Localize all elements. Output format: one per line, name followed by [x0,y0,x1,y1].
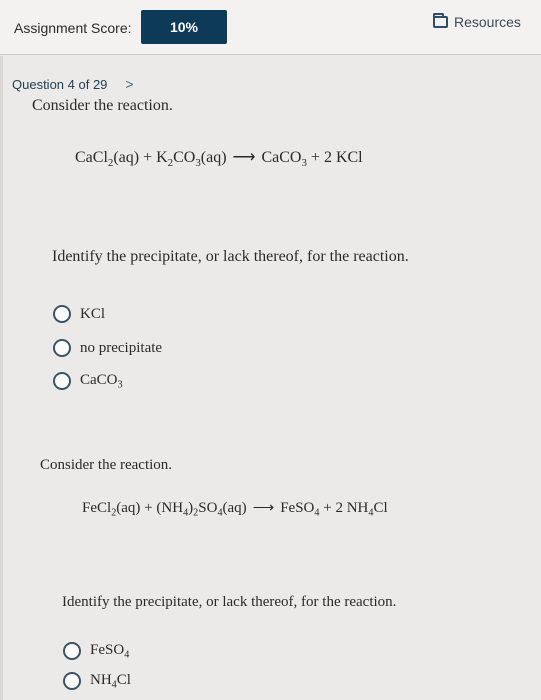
eq1-sub: 2 [167,156,174,169]
radio-unselected-icon[interactable] [63,672,81,690]
reaction-2-equation [82,498,388,519]
option-label-main: NH [90,672,112,688]
top-bar [0,0,541,55]
assignment-score-badge: 10% [141,10,227,44]
eq1-text: CO [173,149,196,166]
reaction-2-question: Identify the precipitate, or lack thereof, for the reaction. [62,594,397,610]
eq2-text: (aq) + (NH [116,500,184,516]
left-edge-divider [0,56,3,700]
option-label: no precipitate [80,339,163,356]
eq2-sub: 2 [111,507,117,519]
eq1-cacl: CaCl [75,149,108,166]
eq2-sub: 4 [217,507,223,519]
reaction-2-prompt: Consider the reaction. [40,457,173,473]
option-label-main: FeSO [90,642,125,658]
radio-unselected-icon[interactable] [53,305,71,323]
eq2-text: (aq) [222,500,247,516]
answer-option-caco3[interactable] [53,372,123,391]
reaction-1-prompt: Consider the reaction. [32,97,173,114]
answer-option-feso4[interactable] [63,642,129,661]
option-label [90,672,131,691]
eq2-text: + 2 NH [319,500,369,516]
question-counter: Question 4 of 29 [12,76,108,92]
option-label-sub: 3 [117,379,123,391]
eq1-text: (aq) [200,149,227,166]
option-label [80,372,123,391]
option-label-sub: 4 [111,679,117,691]
option-label-main: CaCO [80,372,118,388]
resources-label: Resources [454,14,521,30]
option-label-sub: 4 [124,649,130,661]
option-label-tail: Cl [116,672,131,688]
chevron-right-icon[interactable]: > [125,76,134,92]
reaction-1-equation [75,147,363,169]
eq2-sub: 4 [183,507,189,519]
eq1-text: + 2 KCl [306,149,363,166]
answer-option-kcl[interactable] [53,305,105,323]
eq2-text: ) [188,500,194,516]
assignment-score-label: Assignment Score: [14,20,132,36]
eq2-sub: 4 [368,507,374,519]
eq1-text: (aq) + K [113,149,168,166]
reaction-arrow-icon: ⟶ [252,500,275,516]
eq1-sub: 3 [195,156,201,169]
option-label: KCl [80,305,106,322]
eq2-sub: 2 [193,507,199,519]
radio-unselected-icon[interactable] [53,339,71,357]
answer-option-nh4cl[interactable] [63,672,131,691]
eq2-text: FeSO [280,500,315,516]
eq1-text: CaCO [261,149,302,166]
eq1-sub: 2 [107,156,114,169]
eq2-sub: 4 [314,507,320,519]
option-label [90,642,129,661]
answer-option-no-precipitate[interactable] [53,339,162,357]
reaction-arrow-icon: ⟶ [232,149,256,166]
folder-icon [433,16,448,28]
question-navigation [12,76,134,92]
eq2-text: SO [198,500,218,516]
radio-unselected-icon[interactable] [63,642,81,660]
resources-button[interactable] [433,14,521,30]
radio-unselected-icon[interactable] [53,372,71,390]
eq2-text: Cl [373,500,388,516]
eq2-text: FeCl [82,500,112,516]
eq1-sub: 3 [301,156,307,169]
reaction-1-question: Identify the precipitate, or lack thereof, for the reaction. [52,248,409,265]
